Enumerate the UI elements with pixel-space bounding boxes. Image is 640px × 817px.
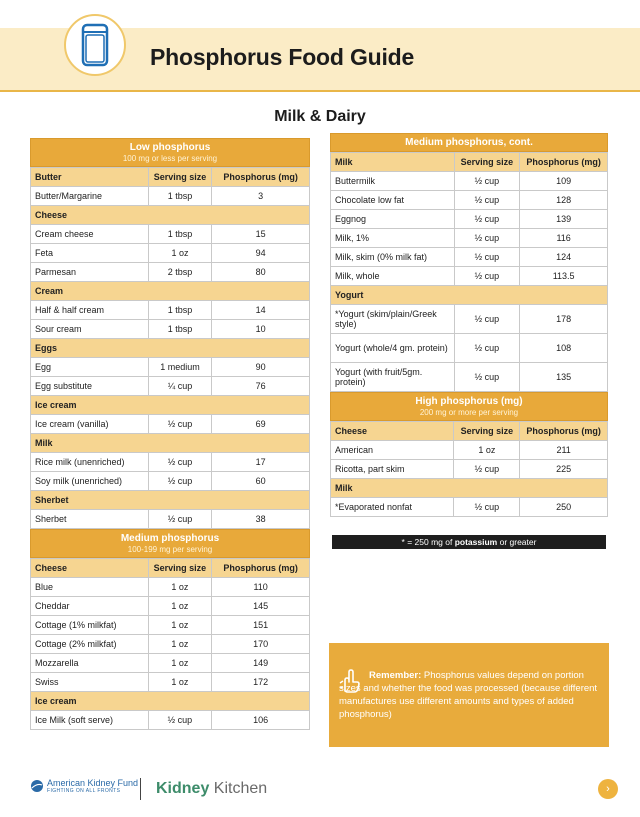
next-page-button[interactable]: › <box>598 779 618 799</box>
table-header <box>331 153 608 172</box>
low-phosphorus-table <box>30 167 310 529</box>
table-row: Cottage (1% milkfat) 1 oz 151 <box>31 616 310 635</box>
medium-phosphorus-table <box>30 558 310 730</box>
phosphorus-header: Phosphorus (mg) <box>520 153 608 172</box>
table-row: Blue 1 oz 110 <box>31 578 310 597</box>
group-row: Sherbet <box>31 491 310 510</box>
table-row: American 1 oz 211 <box>331 441 608 460</box>
table-row: Sherbet ½ cup 38 <box>31 510 310 529</box>
table-row: Cheddar 1 oz 145 <box>31 597 310 616</box>
table-row: Yogurt (whole/4 gm. protein) ½ cup 108 <box>331 334 608 363</box>
remember-text: Remember: Phosphorus values depend on portion sizes and whether the food was processed (because different manufactures use different amounts and types of added phosphorus) <box>339 670 598 720</box>
table-row: Milk, 1% ½ cup 116 <box>331 229 608 248</box>
table-row: Egg substitute ¼ cup 76 <box>31 377 310 396</box>
group-row: Ice cream <box>31 692 310 711</box>
table-row: Rice milk (unenriched) ½ cup 17 <box>31 453 310 472</box>
table-row: Soy milk (unenriched) ½ cup 60 <box>31 472 310 491</box>
phosphorus-header: Phosphorus (mg) <box>520 422 608 441</box>
table-row: Swiss 1 oz 172 <box>31 673 310 692</box>
table-row: Eggnog ½ cup 139 <box>331 210 608 229</box>
table-header <box>31 168 310 187</box>
table-row: Ice Milk (soft serve) ½ cup 106 <box>31 711 310 730</box>
hand-finger-icon <box>338 669 360 697</box>
table-row: Mozzarella 1 oz 149 <box>31 654 310 673</box>
header-divider <box>0 90 640 92</box>
group-header: Butter <box>31 168 149 187</box>
footer-divider <box>140 778 141 800</box>
group-row: Ice cream <box>31 396 310 415</box>
table-row: *Evaporated nonfat ½ cup 250 <box>331 498 608 517</box>
table-header <box>331 422 608 441</box>
high-phosphorus-caption <box>330 392 608 421</box>
table-row: Chocolate low fat ½ cup 128 <box>331 191 608 210</box>
medium-title: Medium phosphorus <box>120 533 220 544</box>
table-row: Ice cream (vanilla) ½ cup 69 <box>31 415 310 434</box>
table-row: Feta 1 oz 94 <box>31 244 310 263</box>
milk-glass-icon <box>64 14 126 76</box>
section-title: Milk & Dairy <box>274 108 366 125</box>
potassium-legend: * = 250 mg of potassium or greater <box>332 535 606 549</box>
group-row: Cheese <box>31 206 310 225</box>
group-header: Cheese <box>31 559 149 578</box>
table-row: Milk, skim (0% milk fat) ½ cup 124 <box>331 248 608 267</box>
table-row: Sour cream 1 tbsp 10 <box>31 320 310 339</box>
footer <box>30 775 610 803</box>
group-header: Cheese <box>331 422 454 441</box>
akf-tagline: FIGHTING ON ALL FRONTS <box>47 788 121 794</box>
table-row: Cottage (2% milkfat) 1 oz 170 <box>31 635 310 654</box>
high-title: High phosphorus (mg) <box>415 396 523 407</box>
table-row: Yogurt (with fruit/5gm. protein) ½ cup 135 <box>331 363 608 392</box>
medium-cont-caption <box>330 133 608 152</box>
serving-header: Serving size <box>148 559 212 578</box>
kidney-kitchen-logo: Kidney Kitchen <box>156 780 268 797</box>
group-row: Cream <box>31 282 310 301</box>
serving-header: Serving size <box>148 168 212 187</box>
table-row: Buttermilk ½ cup 109 <box>331 172 608 191</box>
right-column <box>330 133 608 517</box>
table-row: Parmesan 2 tbsp 80 <box>31 263 310 282</box>
group-row: Milk <box>31 434 310 453</box>
remember-note <box>329 643 609 747</box>
phosphorus-header: Phosphorus (mg) <box>212 559 310 578</box>
low-phosphorus-caption <box>30 138 310 167</box>
table-row: Milk, whole ½ cup 113.5 <box>331 267 608 286</box>
serving-header: Serving size <box>454 153 520 172</box>
table-row: Butter/Margarine 1 tbsp 3 <box>31 187 310 206</box>
low-subtitle: 100 mg or less per serving <box>122 154 218 163</box>
low-title: Low phosphorus <box>129 142 211 153</box>
page-title: Phosphorus Food Guide <box>150 44 415 70</box>
akf-logo <box>30 778 138 794</box>
high-subtitle: 200 mg or more per serving <box>419 408 519 417</box>
table-row: Ricotta, part skim ½ cup 225 <box>331 460 608 479</box>
phosphorus-header: Phosphorus (mg) <box>212 168 310 187</box>
serving-header: Serving size <box>454 422 520 441</box>
medium-cont-table <box>330 152 608 392</box>
akf-name: American Kidney Fund <box>47 778 139 788</box>
table-header <box>31 559 310 578</box>
table-row: *Yogurt (skim/plain/Greek style) ½ cup 178 <box>331 305 608 334</box>
table-row: Egg 1 medium 90 <box>31 358 310 377</box>
group-row: Yogurt <box>331 286 608 305</box>
group-header: Milk <box>331 153 455 172</box>
medium-subtitle: 100-199 mg per serving <box>127 545 213 554</box>
high-phosphorus-table <box>330 421 608 517</box>
medium-cont-title: Medium phosphorus, cont. <box>405 137 533 148</box>
akf-globe-icon <box>30 779 44 793</box>
group-row: Eggs <box>31 339 310 358</box>
table-row: Cream cheese 1 tbsp 15 <box>31 225 310 244</box>
medium-phosphorus-caption <box>30 529 310 558</box>
table-row: Half & half cream 1 tbsp 14 <box>31 301 310 320</box>
left-column <box>30 138 310 730</box>
group-row: Milk <box>331 479 608 498</box>
